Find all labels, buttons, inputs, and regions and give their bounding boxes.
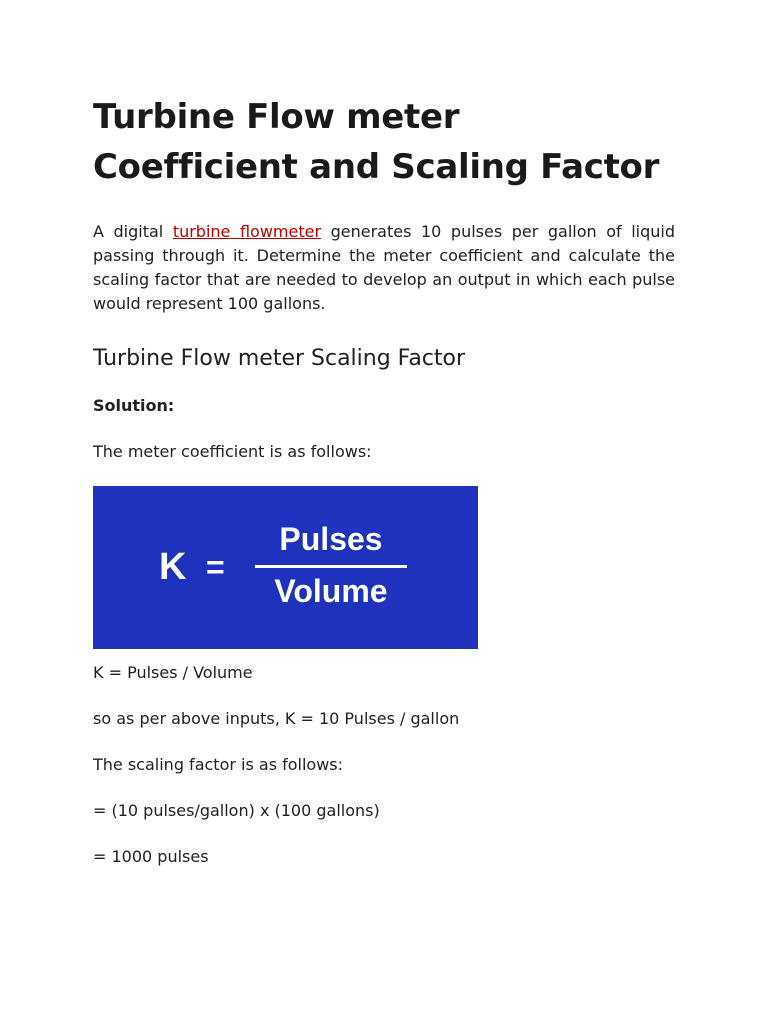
formula-numerator: Pulses xyxy=(279,521,383,557)
scaling-calc-line-2: = 1000 pulses xyxy=(93,847,209,866)
scaling-intro-line: The scaling factor is as follows: xyxy=(93,755,344,774)
page-title-line-2: Coefficient and Scaling Factor xyxy=(93,147,660,187)
scaling-calc-line-1: = (10 pulses/gallon) x (100 gallons) xyxy=(93,801,380,820)
intro-text-before-link: A digital xyxy=(93,222,173,241)
page-title xyxy=(93,92,675,192)
coefficient-intro: The meter coefficient is as follows: xyxy=(93,442,372,461)
turbine-flowmeter-link[interactable]: turbine flowmeter xyxy=(172,222,322,241)
formula-lhs: K xyxy=(159,546,187,588)
solution-label: Solution: xyxy=(93,396,175,415)
fraction-bar xyxy=(255,565,407,568)
k-value-line: so as per above inputs, K = 10 Pulses / gallon xyxy=(93,709,460,728)
section-heading: Turbine Flow meter Scaling Factor xyxy=(93,346,466,371)
formula-equals: = xyxy=(206,549,225,585)
page-title-line-1: Turbine Flow meter xyxy=(93,97,460,137)
intro-text-after-link: generates 10 pulses per gallon of liquid passing through it. Determine the meter coefficient and calculate the scaling factor that are needed to develop an output in which each pulse would represent 100 gallons. xyxy=(93,222,676,313)
formula-denominator: Volume xyxy=(274,573,388,609)
formula-image xyxy=(93,486,478,649)
k-formula-line: K = Pulses / Volume xyxy=(93,663,253,682)
article xyxy=(93,92,675,869)
intro-paragraph xyxy=(93,220,675,316)
